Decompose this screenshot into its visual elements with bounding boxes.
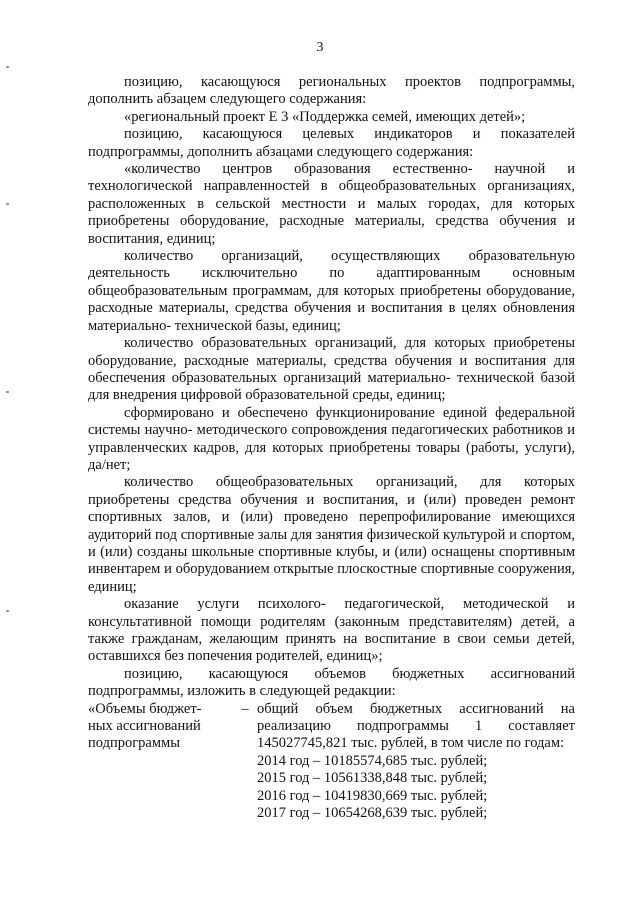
paragraph: количество организаций, осуществляющих образовательную деятельность исключительно по адаптированным основным общеобразовательным программам, для которых приобретены оборудование, расходные материалы, средства обучения и воспитания в целях обновления материально- технической базы, единиц; [88, 248, 575, 334]
budget-year-line: 2015 год – 10561338,848 тыс. рублей; [257, 770, 488, 787]
paragraph: «количество центров образования естественно- научной и технологической направленностей в общеобразовательных организациях, расположенных в сельской местности и малых городах, для которых приобретены оборудование, расходные материалы, средства обучения и воспитания, единиц; [88, 161, 575, 247]
budget-total-text: общий объем бюджетных ассигнований на реализацию подпрограммы 1 составляет 145027745,821 тыс. рублей, в том числе по годам: [257, 700, 575, 752]
margin-mark [6, 66, 9, 68]
margin-mark [6, 391, 9, 393]
paragraph: оказание услуги психолого- педагогической, методической и консультативной помощи родителям (законным представителям) детей, а также гражданам, желающим принять на воспитание в свои семьи детей, оставшихся без попечения родителей, единиц»; [88, 596, 575, 665]
budget-label-line: «Объемы бюджет- [88, 700, 202, 717]
budget-dash: – [241, 700, 249, 717]
budget-year-line: 2014 год – 10185574,685 тыс. рублей; [257, 752, 488, 769]
paragraph: количество общеобразовательных организаций, для которых приобретены средства обучения и воспитания, и (или) проведен ремонт спортивных залов, и (или) проведено перепрофилирование имеющихся аудиторий под спортивные залы для занятия физической культурой и спортом, и (или) созданы школьные спортивные клубы, и (или) оснащены спортивным инвентарем и оборудованием открытые плоскостные спортивные сооружения, единиц; [88, 474, 575, 595]
paragraph: «региональный проект Е 3 «Поддержка семей, имеющих детей»; [124, 108, 526, 125]
margin-mark [6, 610, 9, 612]
paragraph: позицию, касающуюся региональных проектов подпрограммы, дополнить абзацем следующего содержания: [88, 74, 575, 108]
paragraph: позицию, касающуюся целевых индикаторов и показателей подпрограммы, дополнить абзацами следующего содержания: [88, 126, 575, 160]
budget-year-line: 2016 год – 10419830,669 тыс. рублей; [257, 787, 488, 804]
budget-table [88, 701, 575, 823]
page-number: 3 [316, 40, 324, 55]
budget-label-line: подпрограммы [88, 735, 180, 752]
document-body [88, 74, 575, 822]
paragraph: позицию, касающуюся объемов бюджетных ассигнований подпрограммы, изложить в следующей редакции: [88, 665, 575, 700]
budget-year-line: 2017 год – 10654268,639 тыс. рублей; [257, 805, 488, 822]
paragraph: сформировано и обеспечено функционирование единой федеральной системы научно- методического сопровождения педагогических работников и управленческих кадров, для которых приобретены товары (работы, услуги), да/нет; [88, 404, 575, 473]
budget-value [257, 701, 575, 823]
paragraph: количество образовательных организаций, для которых приобретены оборудование, расходные материалы, средства обучения и воспитания для обеспечения образовательных организаций материально- технической базой для внедрения цифровой образовательной среды, единиц; [88, 335, 575, 404]
budget-label-line: ных ассигнований [88, 718, 201, 735]
budget-label [88, 701, 233, 823]
margin-mark [6, 203, 9, 205]
